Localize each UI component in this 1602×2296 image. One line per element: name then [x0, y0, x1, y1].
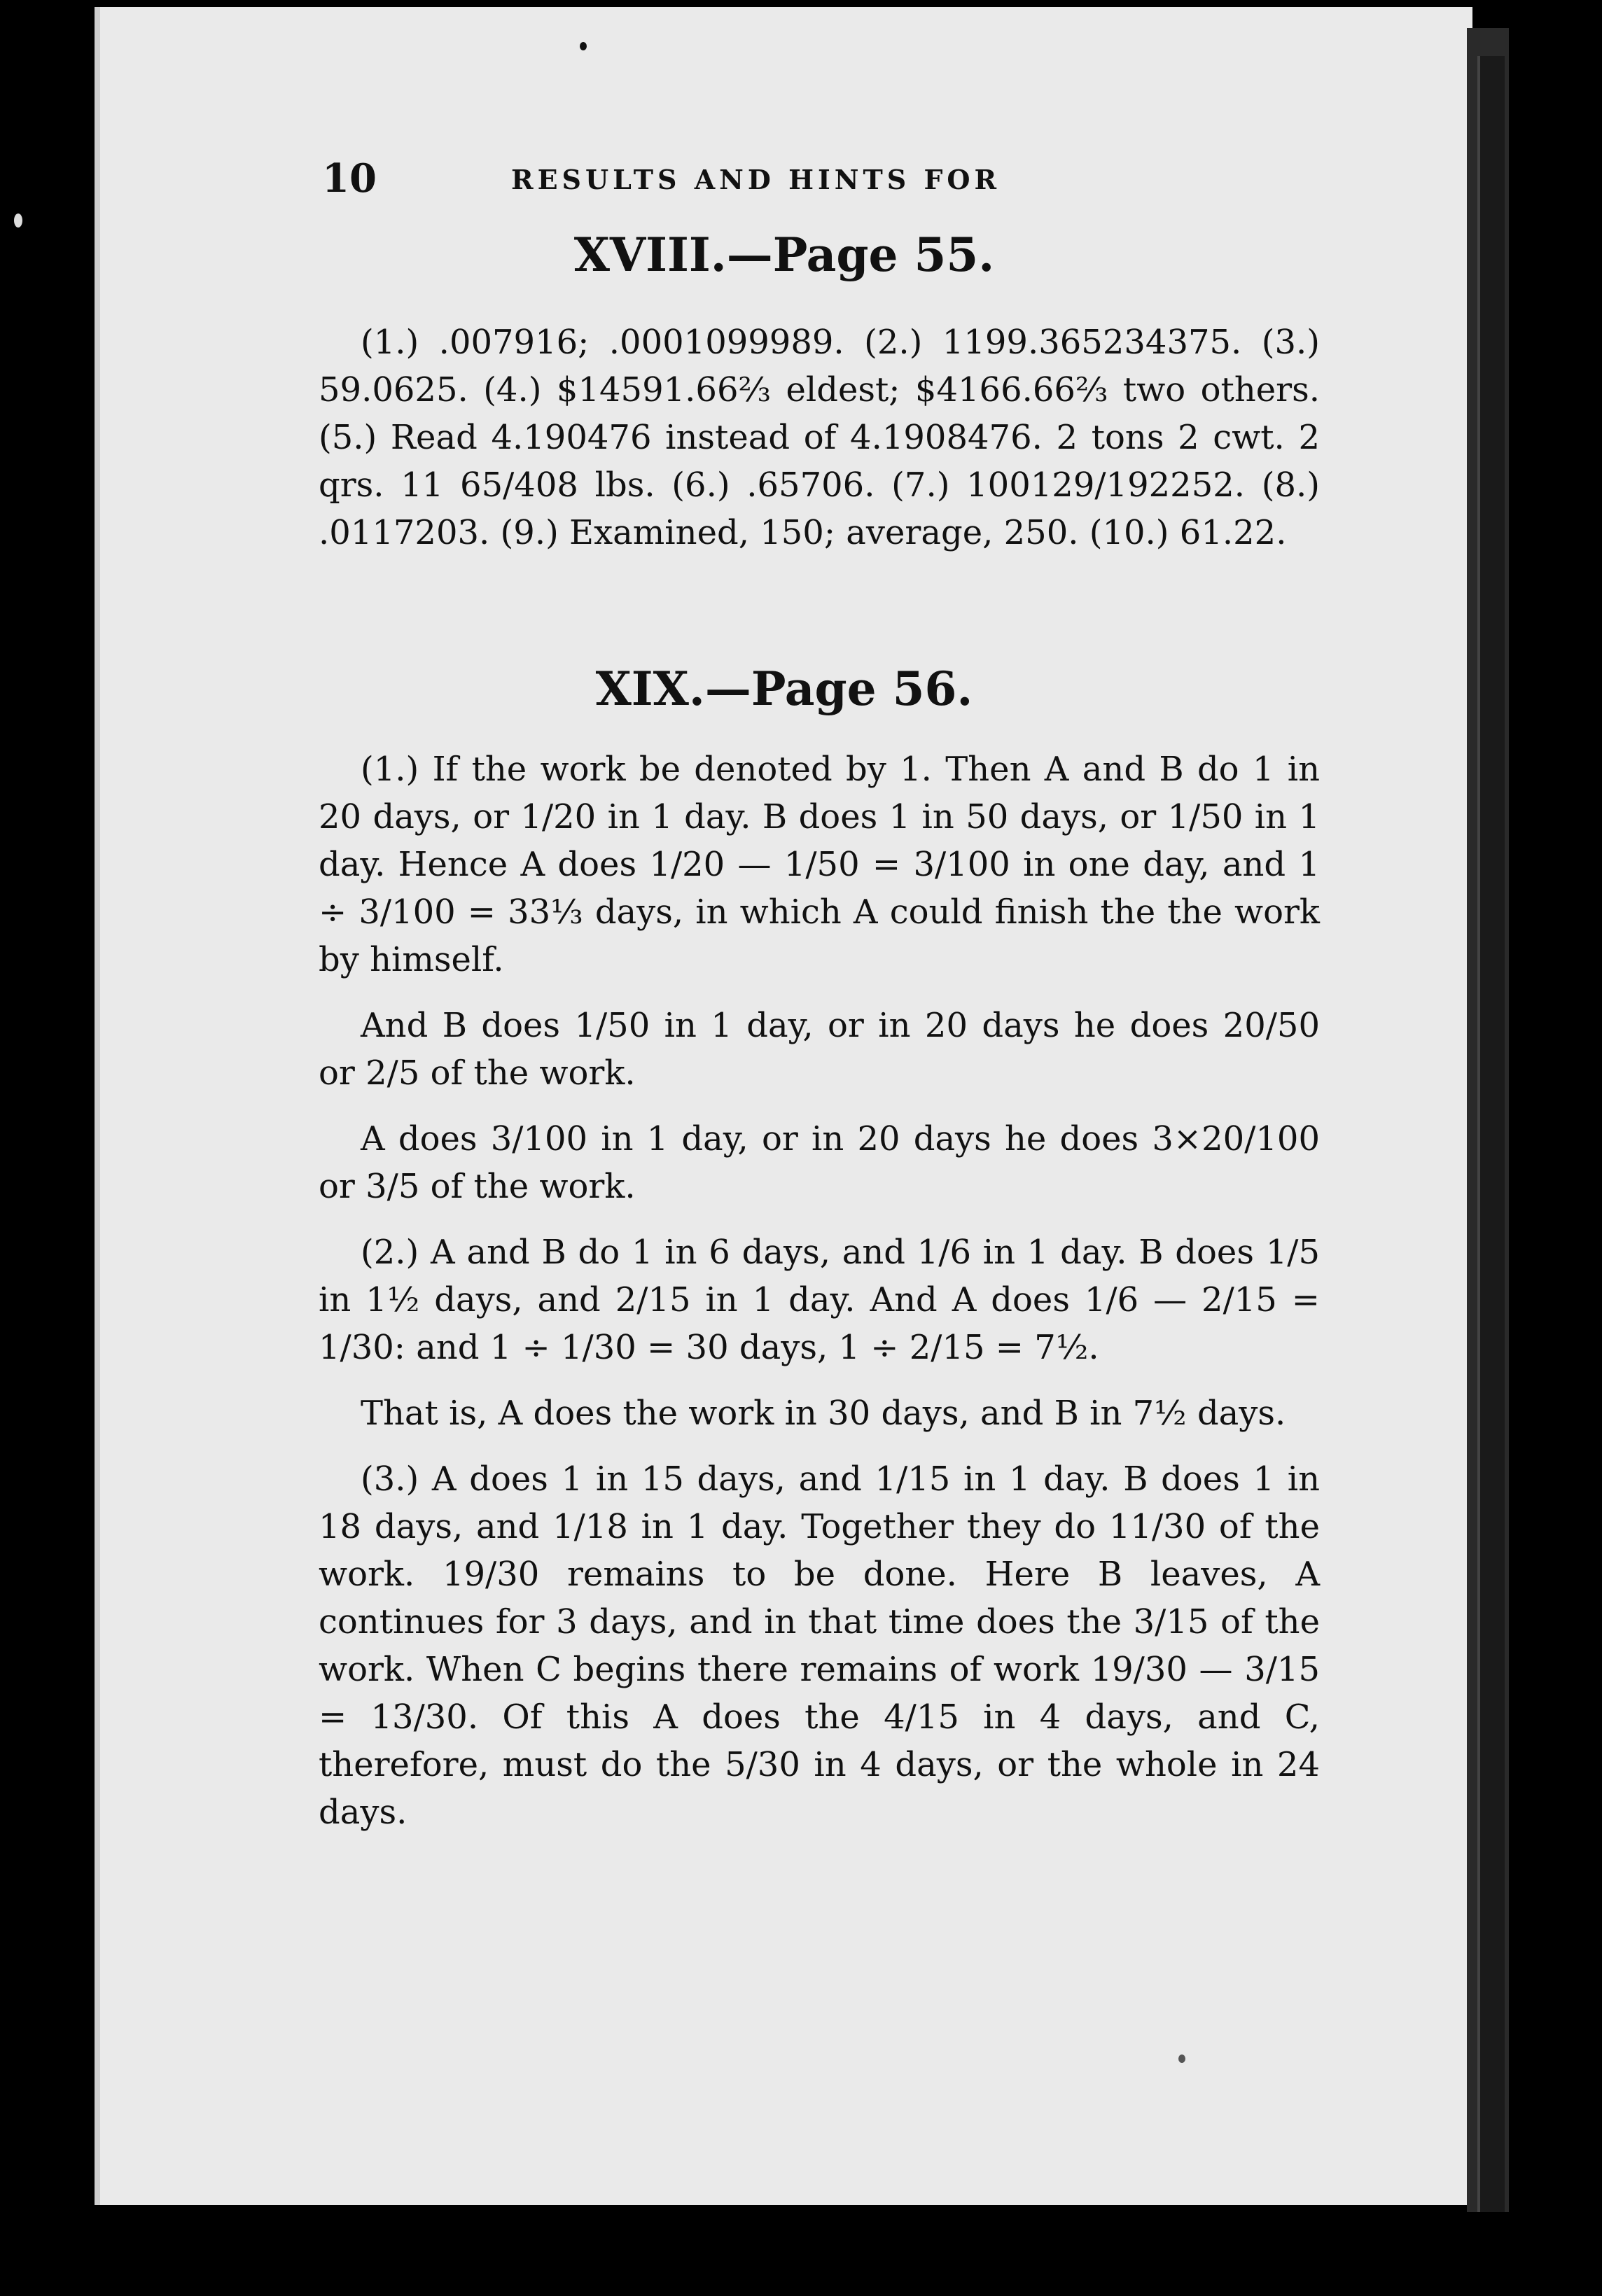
ink-dot [1178, 2054, 1185, 2063]
running-title: RESULTS AND HINTS FOR [511, 164, 1001, 195]
solution-paragraph: And B does 1/50 in 1 day, or in 20 days he does 20/50 or 2/5 of the work. [319, 1006, 1320, 1093]
ink-dot [580, 42, 587, 50]
solution-paragraph: (1.) If the work be denoted by 1. Then A and B do 1 in 20 days, or 1/20 in 1 day. B does 1 in 50 days, or 1/50 in 1 day. Hence A does 1/20 — 1/50 = 3/100 in one day, and 1 ÷ 3/100 = 33⅓ days, in which A could finish the the work by himself. [319, 750, 1320, 979]
section-xviii-answers [319, 318, 1320, 575]
solution-paragraph: A does 3/100 in 1 day, or in 20 days he does 3×20/100 or 3/5 of the work. [319, 1119, 1320, 1206]
next-page-edge [1477, 56, 1505, 2212]
solution-paragraph: That is, A does the work in 30 days, and B in 7½ days. [361, 1394, 1286, 1433]
section-heading-xviii: XVIII.—Page 55. [573, 227, 995, 282]
page-header [231, 155, 1337, 202]
section-heading-xix: XIX.—Page 56. [595, 662, 973, 716]
scan-speck [14, 214, 22, 227]
solution-paragraph: (3.) A does 1 in 15 days, and 1/15 in 1 day. B does 1 in 18 days, and 1/18 in 1 day. Together they do 11/30 of the work. 19/30 remains to be done. Here B leaves, A continues for 3 days, and in that time does the 3/15 of the work. When C begins there remains of work 19/30 — 3/15 = 13/30. Of this A does the 4/15 in 4 days, and C, therefore, must do the 5/30 in 4 days, or the whole in 24 days. [319, 1460, 1320, 1832]
page-number: 10 [322, 155, 377, 202]
section-xix-solutions [319, 746, 1320, 1854]
answers-paragraph: (1.) .007916; .0001099989. (2.) 1199.365234375. (3.) 59.0625. (4.) $14591.66⅔ eldest; $4166.66⅔ two others. (5.) Read 4.190476 instead of 4.1908476. 2 tons 2 cwt. 2 qrs. 11 65/408 lbs. (6.) .65706. (7.) 100129/192252. (8.) .0117203. (9.) Examined, 150; average, 250. (10.) 61.22. [319, 323, 1320, 552]
solution-paragraph: (2.) A and B do 1 in 6 days, and 1/6 in 1 day. B does 1/5 in 1½ days, and 2/15 in 1 day. And A does 1/6 — 2/15 = 1/30: and 1 ÷ 1/30 = 30 days, 1 ÷ 2/15 = 7½. [319, 1233, 1320, 1367]
